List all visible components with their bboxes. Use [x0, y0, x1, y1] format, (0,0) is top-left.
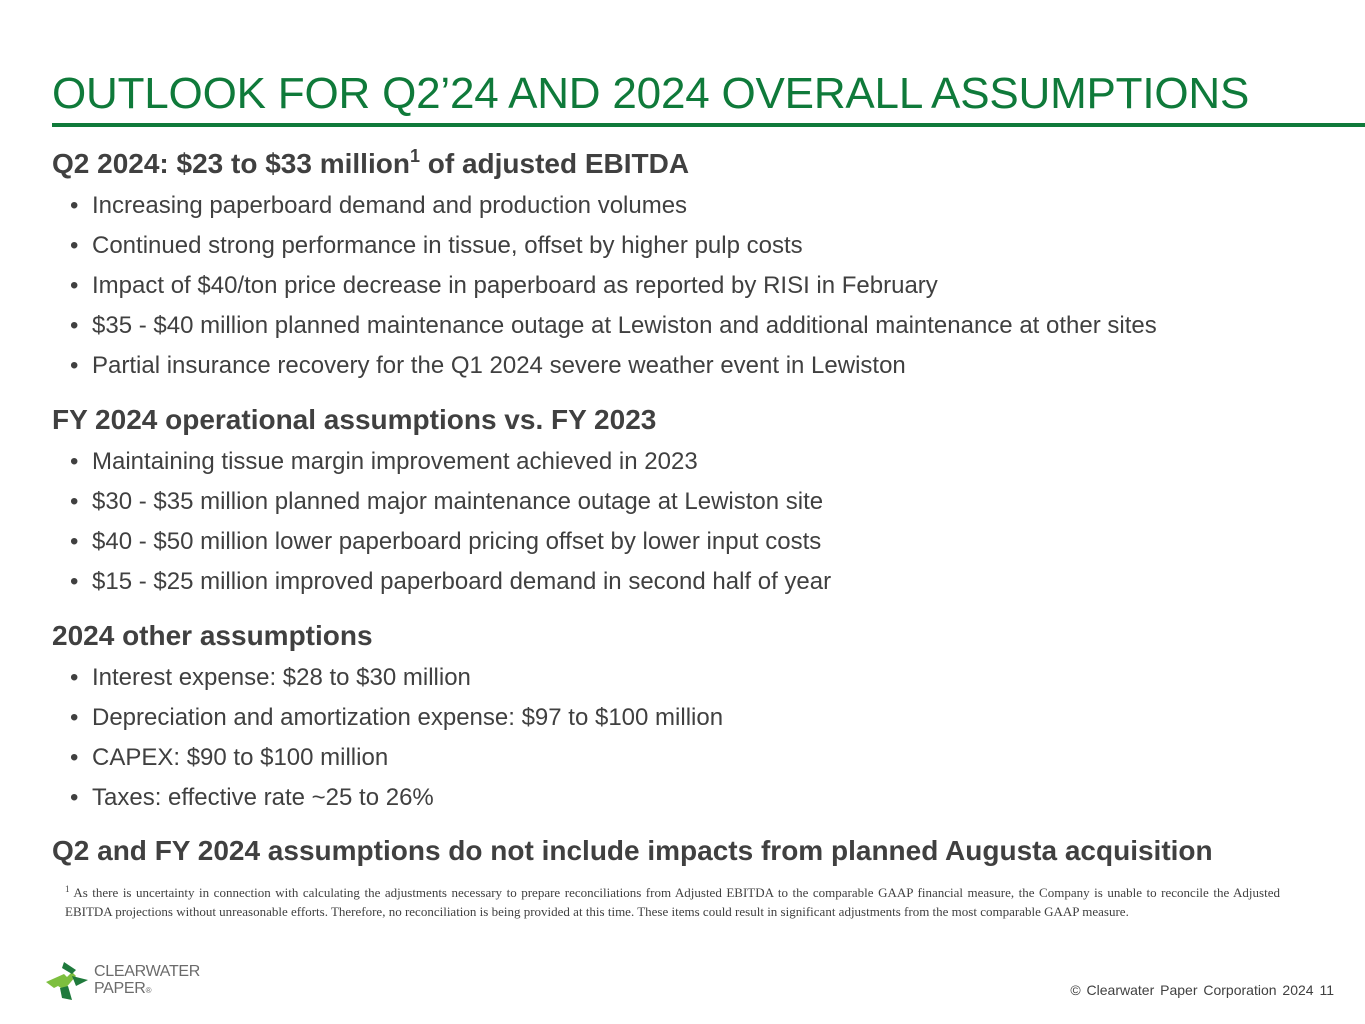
bullet-text: Impact of $40/ton price decrease in paperboard as reported by RISI in February: [92, 272, 938, 299]
page-number: 11: [1319, 982, 1334, 998]
company-logo: [46, 960, 206, 1002]
footnote: [65, 883, 1280, 921]
bullet-icon: •: [70, 312, 79, 339]
bullet-text: CAPEX: $90 to $100 million: [92, 744, 389, 771]
bullet-icon: •: [70, 232, 79, 259]
bullet-text: Continued strong performance in tissue, offset by higher pulp costs: [92, 232, 803, 259]
bullet-icon: •: [70, 784, 79, 811]
bullet-icon: •: [70, 528, 79, 555]
list-item: [70, 190, 1157, 230]
fy-bullet-list: [70, 446, 831, 606]
clearwater-leaf-icon: [46, 960, 92, 1002]
other-bullet-list: [70, 662, 723, 822]
bullet-icon: •: [70, 744, 79, 771]
other-heading: 2024 other assumptions: [52, 620, 373, 651]
bullet-icon: •: [70, 664, 79, 691]
bullet-text: Interest expense: $28 to $30 million: [92, 664, 471, 691]
bullet-text: Partial insurance recovery for the Q1 2024 severe weather event in Lewiston: [92, 352, 906, 379]
fy-heading: FY 2024 operational assumptions vs. FY 2023: [52, 404, 657, 435]
footnote-text: As there is uncertainty in connection with calculating the adjustments necessary to prepare reconciliations from Adjusted EBITDA to the comparable GAAP financial measure, the Company is unable to reconcile the Adjusted EBITDA projections without unreasonable efforts. Therefore, no reconciliation is being provided at this time. These items could result in significant adjustments from the most comparable GAAP measure.: [65, 885, 1280, 919]
closing-heading: Q2 and FY 2024 assumptions do not include impacts from planned Augusta acquisition: [52, 835, 1213, 866]
bullet-text: $35 - $40 million planned maintenance outage at Lewiston and additional maintenance at other sites: [92, 312, 1157, 339]
q2-heading-main: Q2 2024: $23 to $33 million: [52, 148, 410, 179]
list-item: [70, 742, 723, 782]
bullet-icon: •: [70, 704, 79, 731]
bullet-text: Taxes: effective rate ~25 to 26%: [92, 784, 434, 811]
list-item: [70, 270, 1157, 310]
logo-wordmark: [94, 963, 200, 999]
list-item: [70, 526, 831, 566]
bullet-icon: •: [70, 272, 79, 299]
list-item: [70, 566, 831, 606]
logo-line-1: CLEARWATER: [94, 963, 201, 980]
list-item: [70, 446, 831, 486]
bullet-text: $15 - $25 million improved paperboard demand in second half of year: [92, 568, 832, 595]
bullet-icon: •: [70, 192, 79, 219]
bullet-text: Maintaining tissue margin improvement achieved in 2023: [92, 448, 698, 475]
bullet-text: $30 - $35 million planned major maintenance outage at Lewiston site: [92, 488, 824, 515]
q2-heading: [52, 147, 689, 181]
title-divider: [52, 123, 1365, 127]
bullet-icon: •: [70, 488, 79, 515]
q2-heading-tail: of adjusted EBITDA: [419, 148, 690, 179]
bullet-icon: •: [70, 352, 79, 379]
bullet-text: $40 - $50 million lower paperboard pricing offset by lower input costs: [92, 528, 822, 555]
slide-footer: [1070, 981, 1334, 999]
list-item: [70, 662, 723, 702]
copyright-text: © Clearwater Paper Corporation 2024: [1070, 982, 1314, 998]
footnote-marker: 1: [65, 884, 70, 894]
slide-title: OUTLOOK FOR Q2’24 AND 2024 OVERALL ASSUMPTIONS: [52, 69, 1250, 118]
logo-line-2: [94, 980, 200, 999]
q2-footnote-marker: 1: [409, 146, 420, 166]
list-item: [70, 230, 1157, 270]
list-item: [70, 350, 1157, 390]
q2-bullet-list: [70, 190, 1157, 390]
bullet-icon: •: [70, 448, 79, 475]
bullet-icon: •: [70, 568, 79, 595]
bullet-text: Depreciation and amortization expense: $97 to $100 million: [92, 704, 724, 731]
bullet-text: Increasing paperboard demand and production volumes: [92, 192, 688, 219]
list-item: [70, 782, 723, 822]
logo-line-2-text: PAPER: [94, 980, 146, 997]
list-item: [70, 310, 1157, 350]
list-item: [70, 702, 723, 742]
list-item: [70, 486, 831, 526]
registered-mark: ®: [145, 986, 152, 995]
